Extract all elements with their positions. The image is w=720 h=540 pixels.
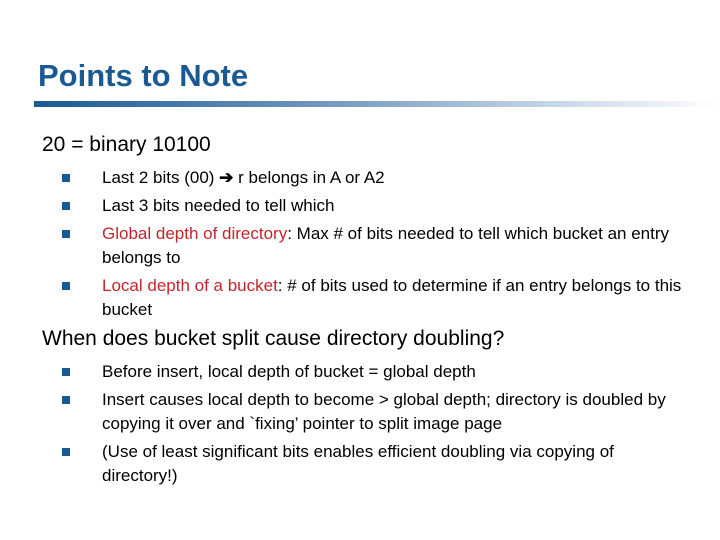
square-bullet-icon: [62, 174, 70, 182]
section-heading: When does bucket split cause directory doubling?: [42, 327, 505, 350]
square-bullet-icon: [62, 282, 70, 290]
bullet-text: r belongs in A or A2: [233, 168, 385, 187]
square-bullet-icon: [62, 448, 70, 456]
slide-title: Points to Note: [38, 58, 249, 93]
section-heading: 20 = binary 10100: [42, 133, 211, 156]
square-bullet-icon: [62, 230, 70, 238]
list-item: [62, 222, 682, 270]
bullet-text: Insert causes local depth to become > global depth; directory is doubled by copying it over and `fixing’ pointer to split image page: [102, 390, 666, 433]
bullet-text: : # of bits used to determine if an entry belongs to this bucket: [102, 276, 682, 319]
bullet-text: Last 3 bits needed to tell which: [102, 196, 335, 215]
term-global-depth: Global depth of directory: [102, 224, 288, 243]
bullet-list: [42, 360, 682, 488]
bullet-text: Last 2 bits (00): [102, 168, 220, 187]
list-item: [62, 360, 682, 384]
list-item: [62, 274, 682, 322]
bullet-text: Before insert, local depth of bucket = global depth: [102, 362, 476, 381]
list-item: [62, 440, 682, 488]
right-arrow-icon: ➔: [219, 168, 234, 187]
list-item: [62, 388, 682, 436]
bullet-list: [42, 166, 682, 322]
square-bullet-icon: [62, 368, 70, 376]
term-local-depth: Local depth of a bucket: [102, 276, 278, 295]
slide-content: [42, 132, 682, 492]
square-bullet-icon: [62, 396, 70, 404]
bullet-text: (Use of least significant bits enables efficient doubling via copying of directory!): [102, 442, 614, 485]
list-item: [62, 194, 682, 218]
list-item: [62, 166, 682, 190]
bullet-text: : Max # of bits needed to tell which bucket an entry belongs to: [102, 224, 669, 267]
title-underline: [34, 101, 720, 107]
square-bullet-icon: [62, 202, 70, 210]
